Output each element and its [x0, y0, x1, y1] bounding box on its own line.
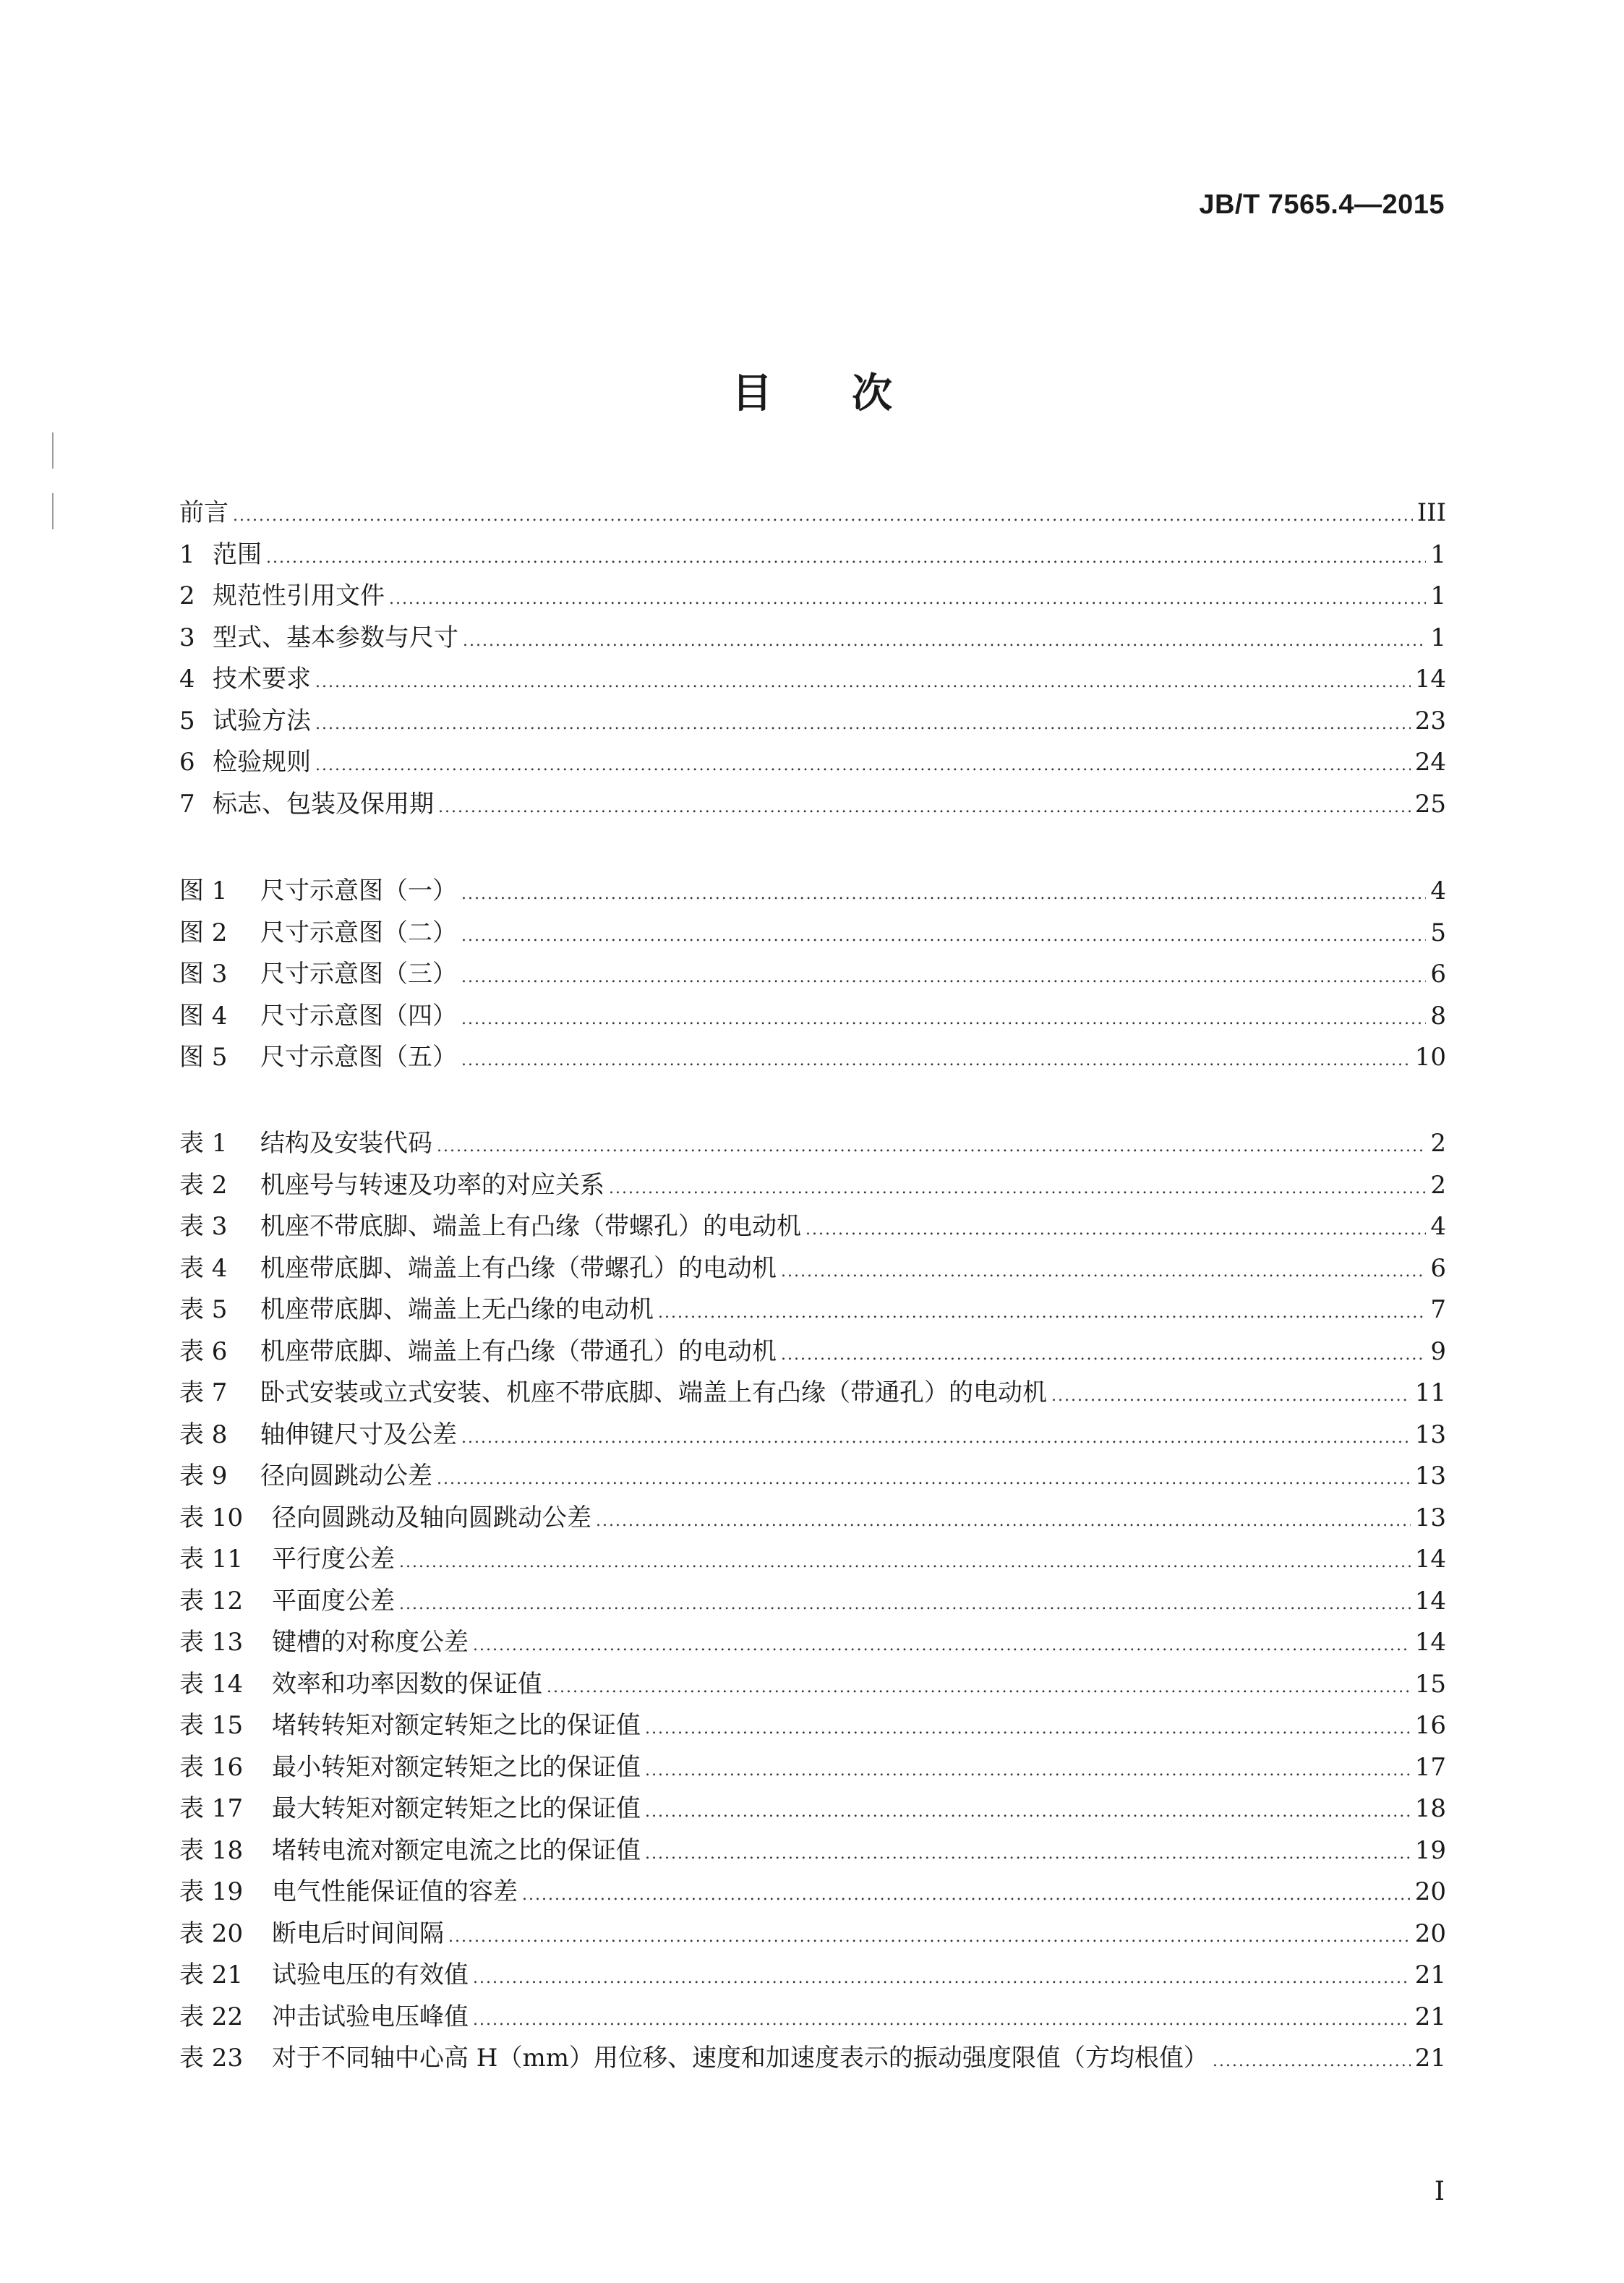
toc-entry-num: 表 19	[179, 1877, 244, 1906]
toc-leader	[448, 1916, 1411, 1958]
toc-entry-num: 表 9	[179, 1461, 228, 1490]
toc-entry-page: 1	[1430, 581, 1446, 610]
toc-entry-num: 表 22	[179, 2002, 244, 2031]
toc-entry-label: 最大转矩对额定转矩之比的保证值	[272, 1794, 641, 1823]
toc-entry-page: 21	[1414, 1960, 1446, 1989]
toc-entry-num: 图 1	[179, 876, 228, 905]
toc-leader	[658, 1292, 1426, 1334]
toc-entry[interactable]	[179, 1622, 1446, 1664]
toc-entry-label: 结构及安装代码	[260, 1129, 432, 1158]
toc-entry[interactable]	[179, 1664, 1446, 1706]
toc-entry-label: 卧式安装或立式安装、机座不带底脚、端盖上有凸缘（带通孔）的电动机	[260, 1378, 1047, 1407]
toc-leader	[266, 537, 1426, 579]
title-char-1: 目	[732, 370, 772, 417]
toc-entry-num: 7	[179, 789, 195, 819]
toc-entry-label: 型式、基本参数与尺寸	[213, 623, 458, 652]
toc-leader	[547, 1667, 1411, 1709]
toc-entry-label: 键槽的对称度公差	[272, 1628, 469, 1657]
toc-entry-num: 表 20	[179, 1919, 244, 1948]
toc-entry-num: 表 4	[179, 1253, 228, 1283]
toc-entry-page: 1	[1430, 539, 1446, 569]
toc-leader	[233, 495, 1413, 537]
toc-entry-num: 表 6	[179, 1336, 228, 1366]
toc-entry-page: 19	[1414, 1835, 1446, 1865]
toc-entry-page: 10	[1414, 1043, 1446, 1072]
toc-entry[interactable]	[179, 1539, 1446, 1581]
toc-entry[interactable]	[179, 1123, 1446, 1165]
toc-entry-label: 技术要求	[213, 665, 311, 694]
toc-entry-page: III	[1416, 498, 1446, 527]
toc-entry-label: 尺寸示意图（五）	[260, 1043, 457, 1072]
toc-entry-num: 图 3	[179, 960, 228, 989]
toc-entry-num: 4	[179, 665, 195, 694]
toc-leader	[461, 916, 1426, 957]
toc-entry-label: 断电后时间间隔	[272, 1919, 444, 1948]
toc-entry-page: 1	[1430, 623, 1446, 652]
toc-entry[interactable]	[179, 701, 1446, 743]
toc-entry-num: 1	[179, 539, 195, 569]
toc-entry-num: 表 7	[179, 1378, 228, 1407]
toc-entry-label: 最小转矩对额定转矩之比的保证值	[272, 1752, 641, 1782]
toc-entry-page: 2	[1430, 1170, 1446, 1200]
scan-mark-lower	[52, 493, 54, 529]
toc-entry-label: 对于不同轴中心高 H（mm）用位移、速度和加速度表示的振动强度限值（方均根值）	[272, 2044, 1208, 2073]
toc-entry-label: 试验方法	[213, 706, 311, 735]
toc-leader	[461, 999, 1426, 1041]
toc-entry[interactable]	[179, 1289, 1446, 1331]
toc-entry[interactable]	[179, 1498, 1446, 1540]
toc-entry[interactable]	[179, 1955, 1446, 1997]
toc-entry-page: 16	[1414, 1711, 1446, 1740]
toc-entry-num: 表 17	[179, 1794, 244, 1823]
toc-entry[interactable]	[179, 1705, 1446, 1747]
toc-entry[interactable]	[179, 1872, 1446, 1913]
toc-leader	[609, 1168, 1426, 1210]
toc-leader	[473, 2000, 1411, 2041]
toc-leader	[461, 1040, 1411, 1082]
toc-entry-num: 表 14	[179, 1669, 244, 1699]
toc-leader	[461, 874, 1426, 916]
toc-leader	[389, 579, 1426, 620]
toc-leader	[315, 745, 1411, 787]
toc-entry-label: 机座带底脚、端盖上有凸缘（带通孔）的电动机	[260, 1336, 777, 1366]
toc-entry-num: 图 5	[179, 1043, 228, 1072]
toc-sections	[179, 492, 1446, 825]
page-number: I	[1434, 2177, 1445, 2206]
toc-entry-num: 表 3	[179, 1212, 228, 1241]
toc-entry-page: 14	[1414, 665, 1446, 694]
toc-entry-num: 图 2	[179, 918, 228, 947]
toc-leader	[781, 1334, 1426, 1376]
toc-entry-page: 21	[1414, 2044, 1446, 2073]
toc-entry[interactable]	[179, 996, 1446, 1038]
toc-entry-page: 6	[1430, 1253, 1446, 1283]
toc-entry-page: 11	[1414, 1378, 1446, 1407]
toc-entry-label: 平面度公差	[272, 1586, 395, 1616]
toc-entry-num: 5	[179, 706, 195, 735]
toc-leader	[463, 620, 1426, 662]
toc-leader	[645, 1791, 1411, 1833]
toc-entry-page: 4	[1430, 876, 1446, 905]
toc-leader	[1051, 1375, 1411, 1417]
toc-entry-page: 23	[1414, 706, 1446, 735]
toc-entry[interactable]	[179, 1581, 1446, 1623]
toc-leader	[473, 1625, 1411, 1667]
toc-entry-label: 机座带底脚、端盖上有凸缘（带螺孔）的电动机	[260, 1253, 777, 1283]
toc-entry-label: 径向圆跳动及轴向圆跳动公差	[272, 1503, 591, 1532]
toc-entry-label: 机座不带底脚、端盖上有凸缘（带螺孔）的电动机	[260, 1212, 801, 1241]
toc-entry-num: 表 2	[179, 1170, 228, 1200]
toc-entry-page: 9	[1430, 1336, 1446, 1366]
toc-entry[interactable]	[179, 1331, 1446, 1373]
toc-entry-label: 前言	[179, 498, 228, 527]
toc-entry-page: 13	[1414, 1461, 1446, 1490]
toc-leader	[315, 662, 1411, 704]
toc-entry-label: 尺寸示意图（二）	[260, 918, 457, 947]
toc-entry-label: 堵转电流对额定电流之比的保证值	[272, 1835, 641, 1865]
toc-entry-page: 21	[1414, 2002, 1446, 2031]
toc-leader	[315, 704, 1411, 746]
toc-entry-label: 效率和功率因数的保证值	[272, 1669, 542, 1699]
toc-entry-num: 图 4	[179, 1001, 228, 1030]
toc-entry-label: 尺寸示意图（一）	[260, 876, 457, 905]
toc-entry[interactable]	[179, 659, 1446, 701]
toc-entry-page: 2	[1430, 1129, 1446, 1158]
toc-entry[interactable]	[179, 1373, 1446, 1414]
toc-entry-num: 表 16	[179, 1752, 244, 1782]
toc-entry-label: 机座号与转速及功率的对应关系	[260, 1170, 604, 1200]
toc-entry[interactable]	[179, 1165, 1446, 1207]
toc-entry[interactable]	[179, 913, 1446, 955]
toc-entry[interactable]	[179, 492, 1446, 534]
toc-entry[interactable]	[179, 1414, 1446, 1456]
toc-entry-num: 表 1	[179, 1129, 228, 1158]
toc-entry[interactable]	[179, 1037, 1446, 1079]
toc-entry-label: 尺寸示意图（四）	[260, 1001, 457, 1030]
toc-leader	[399, 1542, 1411, 1584]
toc-entry-label: 检验规则	[213, 748, 311, 777]
toc-entry-page: 20	[1414, 1877, 1446, 1906]
toc-leader	[461, 957, 1426, 999]
toc-entry-label: 冲击试验电压峰值	[272, 2002, 469, 2031]
toc-entry-num: 3	[179, 623, 195, 652]
toc-entry-page: 18	[1414, 1794, 1446, 1823]
toc-leader	[1213, 2041, 1411, 2083]
toc-entry-label: 电气性能保证值的容差	[272, 1877, 518, 1906]
toc-entry[interactable]	[179, 784, 1446, 826]
toc-entry[interactable]	[179, 954, 1446, 996]
toc-leader	[645, 1708, 1411, 1750]
toc-leader	[438, 787, 1411, 829]
toc-entry-label: 范围	[213, 539, 262, 569]
toc-entry-page: 6	[1430, 960, 1446, 989]
toc-entry-num: 表 23	[179, 2044, 244, 2073]
toc-entry-label: 机座带底脚、端盖上无凸缘的电动机	[260, 1295, 654, 1324]
toc-entry-page: 24	[1414, 748, 1446, 777]
toc-entry-num: 表 11	[179, 1545, 244, 1574]
toc-leader	[437, 1459, 1411, 1501]
toc-entry-page: 7	[1430, 1295, 1446, 1324]
standard-code: JB/T 7565.4—2015	[1199, 189, 1445, 220]
toc-entry[interactable]	[179, 871, 1446, 913]
toc-leader	[596, 1501, 1411, 1542]
toc-entry-page: 13	[1414, 1420, 1446, 1449]
toc-entry-label: 堵转转矩对额定转矩之比的保证值	[272, 1711, 641, 1740]
toc-entry-page: 25	[1414, 789, 1446, 819]
toc-leader	[781, 1251, 1426, 1293]
toc-entry-num: 表 5	[179, 1295, 228, 1324]
toc-entry-num: 表 10	[179, 1503, 244, 1532]
toc-entry-page: 14	[1414, 1545, 1446, 1574]
toc-entry-page: 4	[1430, 1212, 1446, 1241]
toc-figures	[179, 871, 1446, 1079]
toc-entry[interactable]	[179, 576, 1446, 618]
toc-entry[interactable]	[179, 534, 1446, 576]
toc-entry-num: 2	[179, 581, 195, 610]
toc-entry-num: 表 13	[179, 1628, 244, 1657]
toc-entry-page: 13	[1414, 1503, 1446, 1532]
toc-entry[interactable]	[179, 1997, 1446, 2039]
toc-entry-num: 表 21	[179, 1960, 244, 1989]
toc-entry-label: 标志、包装及保用期	[213, 789, 434, 819]
toc-entry-num: 表 18	[179, 1835, 244, 1865]
toc-leader	[645, 1833, 1411, 1875]
toc-entry[interactable]	[179, 1206, 1446, 1248]
toc-leader	[473, 1958, 1411, 2000]
toc-entry-num: 6	[179, 748, 195, 777]
title-char-2: 次	[852, 370, 892, 417]
page-title	[0, 362, 1624, 419]
toc-entry-label: 规范性引用文件	[213, 581, 385, 610]
scan-mark-upper	[52, 432, 54, 469]
toc-entry-page: 17	[1414, 1752, 1446, 1782]
toc-entry-page: 8	[1430, 1001, 1446, 1030]
toc-entry-label: 平行度公差	[272, 1545, 395, 1574]
toc-entry[interactable]	[179, 1248, 1446, 1290]
toc-entry-page: 5	[1430, 918, 1446, 947]
toc-entry-label: 试验电压的有效值	[272, 1960, 469, 1989]
toc-entry-page: 15	[1414, 1669, 1446, 1699]
toc-leader	[805, 1209, 1426, 1251]
toc-entry-num: 表 15	[179, 1711, 244, 1740]
toc-entry-page: 20	[1414, 1919, 1446, 1948]
toc-entry[interactable]	[179, 618, 1446, 660]
toc-entry[interactable]	[179, 1747, 1446, 1789]
toc-entry[interactable]	[179, 1913, 1446, 1955]
toc-tables	[179, 1123, 1446, 2080]
toc-leader	[461, 1417, 1411, 1459]
toc-entry[interactable]	[179, 1788, 1446, 1830]
toc-entry-page: 14	[1414, 1628, 1446, 1657]
toc-entry[interactable]	[179, 1830, 1446, 1872]
toc-leader	[522, 1874, 1411, 1916]
toc-entry-num: 表 8	[179, 1420, 228, 1449]
toc-entry-label: 轴伸键尺寸及公差	[260, 1420, 457, 1449]
toc-entry[interactable]	[179, 1456, 1446, 1498]
toc-entry-label: 尺寸示意图（三）	[260, 960, 457, 989]
toc-entry-label: 径向圆跳动公差	[260, 1461, 432, 1490]
toc-entry-num: 表 12	[179, 1586, 244, 1616]
toc-entry[interactable]	[179, 2038, 1446, 2080]
toc-leader	[399, 1584, 1411, 1626]
toc-entry-page: 14	[1414, 1586, 1446, 1616]
toc-entry[interactable]	[179, 742, 1446, 784]
toc-leader	[437, 1126, 1426, 1168]
toc-leader	[645, 1750, 1411, 1792]
